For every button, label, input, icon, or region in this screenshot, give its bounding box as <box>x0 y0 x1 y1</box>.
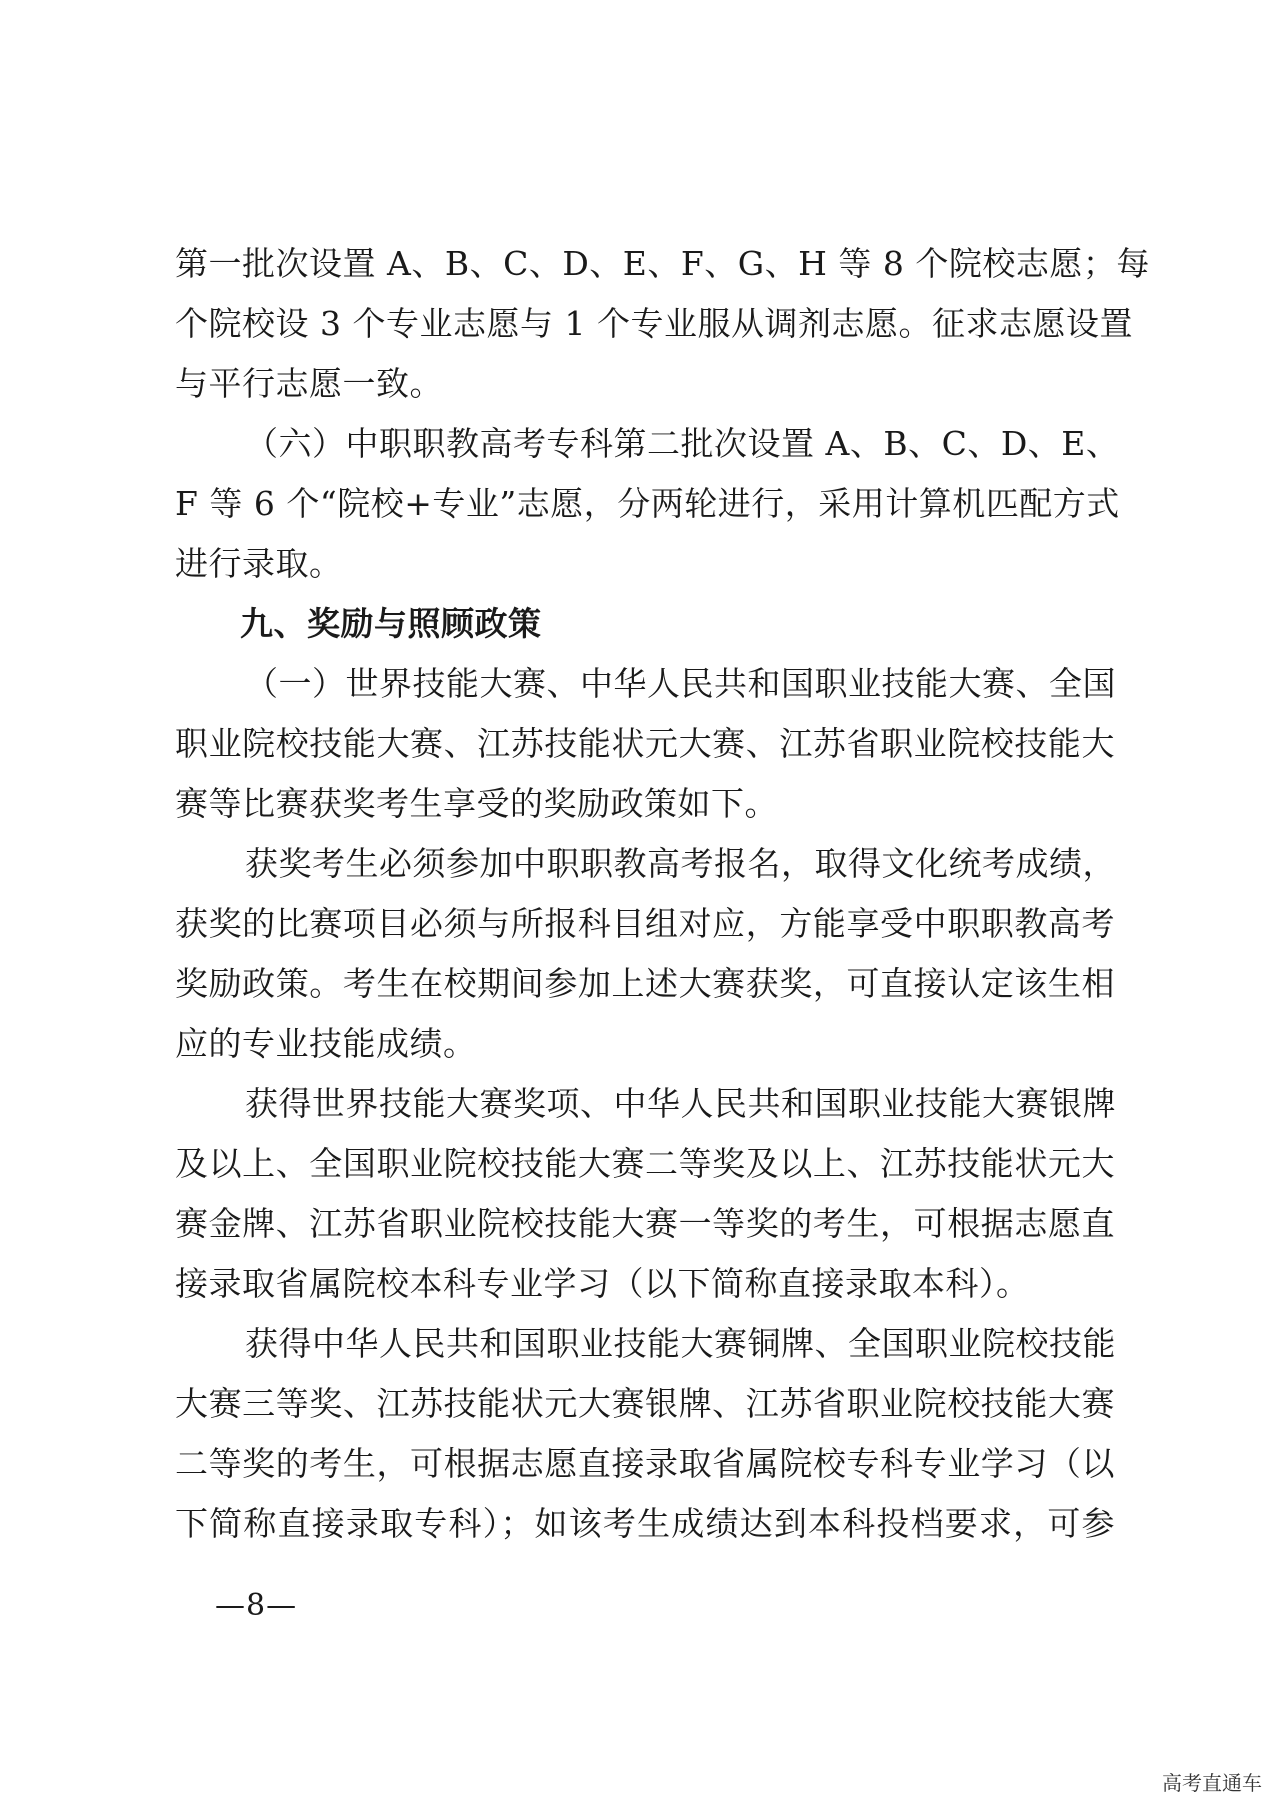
body-text-line: 获奖考生必须参加中职职教高考报名，取得文化统考成绩， <box>245 844 1116 883</box>
section-heading: 九、奖励与照顾政策 <box>240 604 542 643</box>
body-text-line: 获得世界技能大赛奖项、中华人民共和国职业技能大赛银牌 <box>245 1084 1116 1123</box>
body-text-line: F 等 6 个“院校+专业”志愿，分两轮进行，采用计算机匹配方式 <box>175 484 1120 523</box>
body-text-line: 与平行志愿一致。 <box>175 364 443 403</box>
body-text-line: 二等奖的考生，可根据志愿直接录取省属院校专科专业学习（以 <box>175 1444 1115 1483</box>
body-text-line: 赛金牌、江苏省职业院校技能大赛一等奖的考生，可根据志愿直 <box>175 1204 1115 1243</box>
body-text-line: 进行录取。 <box>175 544 343 583</box>
body-text-line: 应的专业技能成绩。 <box>175 1024 477 1063</box>
body-text-line: 接录取省属院校本科专业学习（以下简称直接录取本科）。 <box>175 1264 1030 1303</box>
body-text-line: 大赛三等奖、江苏技能状元大赛银牌、江苏省职业院校技能大赛 <box>175 1384 1115 1423</box>
body-text-line: 获得中华人民共和国职业技能大赛铜牌、全国职业院校技能 <box>245 1324 1116 1363</box>
body-text-line: 获奖的比赛项目必须与所报科目组对应，方能享受中职职教高考 <box>175 904 1115 943</box>
body-text-line: 及以上、全国职业院校技能大赛二等奖及以上、江苏技能状元大 <box>175 1144 1115 1183</box>
body-text-line: 奖励政策。考生在校期间参加上述大赛获奖，可直接认定该生相 <box>175 964 1115 1003</box>
body-text-line: 下简称直接录取专科）；如该考生成绩达到本科投档要求，可参 <box>175 1504 1115 1543</box>
body-text-line: 个院校设 3 个专业志愿与 1 个专业服从调剂志愿。征求志愿设置 <box>175 304 1133 343</box>
watermark: 高考直通车 <box>1162 1771 1262 1795</box>
page-number: —8— <box>215 1588 298 1623</box>
body-text-line: （一）世界技能大赛、中华人民共和国职业技能大赛、全国 <box>245 664 1116 703</box>
body-text-line: 职业院校技能大赛、江苏技能状元大赛、江苏省职业院校技能大 <box>175 724 1115 763</box>
body-text-line: 赛等比赛获奖考生享受的奖励政策如下。 <box>175 784 778 823</box>
body-text-line: （六）中职职教高考专科第二批次设置 A、B、C、D、E、 <box>245 424 1120 463</box>
body-text-line: 第一批次设置 A、B、C、D、E、F、G、H 等 8 个院校志愿；每 <box>175 244 1150 283</box>
